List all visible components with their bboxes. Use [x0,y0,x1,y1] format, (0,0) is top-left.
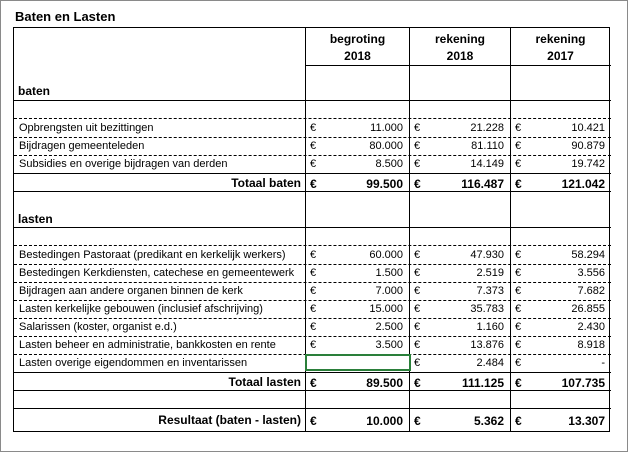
page-title: Baten en Lasten [15,9,116,24]
euro-sign: € [414,339,421,351]
amount-cell: 58.294 [571,249,605,261]
amount-cell: 3.500 [375,339,403,351]
table-row-label: Subsidies en overige bijdragen van derden [19,158,228,170]
euro-sign: € [310,321,317,333]
totaal-lasten-label: Totaal lasten [228,375,301,389]
row-dashed-rule [14,282,611,283]
amount-cell: 1.500 [375,267,403,279]
amount-cell: 8.918 [577,339,605,351]
amount-cell: 7.373 [476,285,504,297]
euro-sign: € [515,267,522,279]
euro-sign: € [310,414,317,428]
amount-cell: 13.876 [470,339,504,351]
amount-cell: 107.735 [561,376,605,390]
euro-sign: € [414,303,421,315]
totaal-baten-rule [14,191,611,192]
table-row-label: Lasten beheer en administratie, bankkosten en rente [19,339,276,351]
euro-sign: € [515,140,522,152]
euro-sign: € [515,414,522,428]
lasten-dashed-rule [14,245,611,246]
euro-sign: € [310,376,317,390]
amount-cell: 19.742 [571,158,605,170]
euro-sign: € [414,122,421,134]
amount-cell: 99.500 [366,177,403,191]
amount-cell: 2.500 [375,321,403,333]
amount-cell: 2.430 [577,321,605,333]
baten-rows-bottom-rule [14,173,611,174]
euro-sign: € [414,414,421,428]
amount-cell: 10.000 [366,414,403,428]
amount-cell: 3.556 [577,267,605,279]
amount-cell: 11.000 [370,122,403,134]
row-dashed-rule [14,300,611,301]
amount-cell: 8.500 [375,158,403,170]
euro-sign: € [310,249,317,261]
row-dashed-rule [14,137,611,138]
euro-sign: € [515,357,522,369]
amount-cell: 2.484 [476,357,504,369]
euro-sign: € [515,376,522,390]
euro-sign: € [414,376,421,390]
euro-sign: € [515,249,522,261]
euro-sign: € [414,158,421,170]
table-row-label: Bestedingen Pastoraat (predikant en kerkelijk werkers) [19,249,286,261]
amount-cell: 7.000 [375,285,403,297]
amount-cell: 81.110 [471,140,504,152]
header-rekening-2017: rekening 2017 [535,32,586,63]
euro-sign: € [310,267,317,279]
amount-cell: 111.125 [461,376,504,390]
amount-cell: - [601,357,605,369]
amount-cell: 35.783 [470,303,504,315]
amount-cell: 47.930 [470,249,504,261]
amount-cell: 89.500 [366,376,403,390]
euro-sign: € [414,321,421,333]
table-row-label: Bijdragen aan andere organen binnen de kerk [19,285,243,297]
selected-cell[interactable] [305,354,411,371]
section-lasten-label: lasten [18,212,53,226]
euro-sign: € [414,249,421,261]
row-dashed-rule [14,155,611,156]
amount-cell: 121.042 [561,177,605,191]
table-row-label: Salarissen (koster, organist e.d.) [19,321,177,333]
euro-sign: € [310,285,317,297]
resultaat-label: Resultaat (baten - lasten) [158,413,301,427]
totaal-baten-label: Totaal baten [231,176,301,190]
amount-cell: 2.519 [476,267,504,279]
amount-cell: 14.149 [470,158,504,170]
amount-cell: 26.855 [571,303,605,315]
euro-sign: € [515,321,522,333]
euro-sign: € [414,177,421,191]
baten-dashed-rule [14,118,611,119]
euro-sign: € [515,285,522,297]
euro-sign: € [310,140,317,152]
euro-sign: € [310,158,317,170]
euro-sign: € [310,339,317,351]
table-row-label: Bestedingen Kerkdiensten, catechese en gemeentewerk [19,267,295,279]
amount-cell: 116.487 [461,177,504,191]
euro-sign: € [414,285,421,297]
euro-sign: € [414,357,421,369]
result-top-rule [14,408,611,409]
row-dashed-rule [14,264,611,265]
table-row-label: Lasten overige eigendommen en inventarissen [19,357,248,369]
amount-cell: 10.421 [571,122,605,134]
section-baten-label: baten [18,84,51,98]
lasten-rows-bottom-rule [14,372,611,373]
euro-sign: € [515,177,522,191]
row-dashed-rule [14,336,611,337]
amount-cell: 1.160 [476,321,504,333]
euro-sign: € [515,339,522,351]
euro-sign: € [515,122,522,134]
amount-cell: 21.228 [470,122,504,134]
euro-sign: € [414,140,421,152]
amount-cell: 90.879 [571,140,605,152]
euro-sign: € [414,267,421,279]
table-row-label: Bijdragen gemeenteleden [19,140,145,152]
amount-cell: 5.362 [473,414,504,428]
euro-sign: € [310,177,317,191]
totaal-lasten-rule [14,390,611,391]
amount-cell: 13.307 [568,414,605,428]
table-row-label: Lasten kerkelijke gebouwen (inclusief afschrijving) [19,303,263,315]
lasten-rule [14,227,611,228]
financial-table [13,27,610,432]
euro-sign: € [515,303,522,315]
amount-cell: 80.000 [369,140,403,152]
euro-sign: € [310,303,317,315]
amount-cell: 15.000 [369,303,403,315]
amount-cell: 7.682 [577,285,605,297]
baten-rule [14,100,611,101]
header-rekening-2018: rekening 2018 [434,32,485,63]
header-begroting-2018: begroting 2018 [329,32,386,63]
euro-sign: € [310,122,317,134]
table-row-label: Opbrengsten uit bezittingen [19,122,154,134]
row-dashed-rule [14,318,611,319]
euro-sign: € [515,158,522,170]
header-rule [305,65,611,66]
amount-cell: 60.000 [369,249,403,261]
